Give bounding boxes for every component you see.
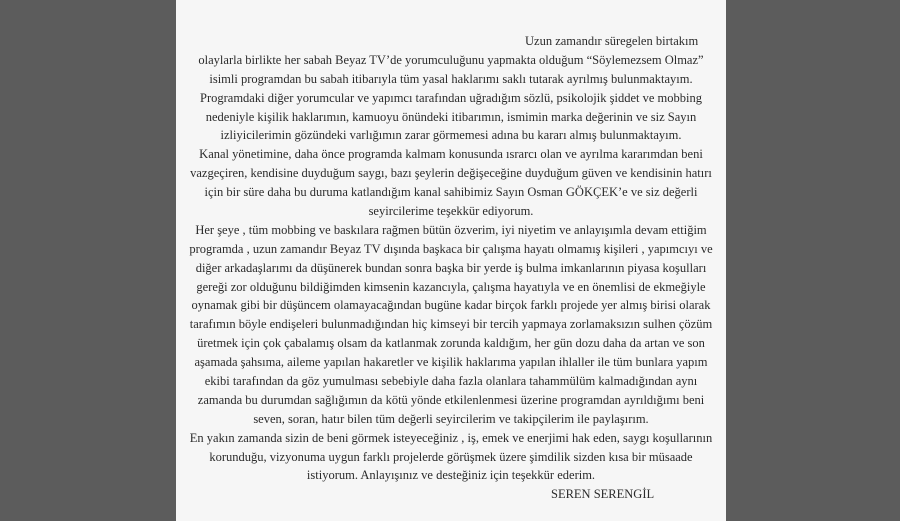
letter-line: vazgeçiren, kendisine duyduğum saygı, bazı şeylerin değişeceğine duyduğum güven ve kendisinin hatırı (190, 166, 712, 181)
letter-line: nedeniyle kişilik haklarımın, kamuoyu önündeki itibarımın, ismimin marka değerinin ve siz Sayın (205, 109, 697, 124)
letter-line: olaylarla birlikte her sabah Beyaz TV’de yorumculuğunu yapmakta olduğum “Söylemezsem Olmaz” (198, 52, 704, 67)
letter-line: ekibi tarafından da göz yumulması sebebiyle daha fazla olanlara tahammülüm kalmadığından aynı (204, 374, 698, 389)
letter-line: için bir süre daha bu duruma katlandığım kanal sahibimiz Sayın Osman GÖKÇEK’e ve siz değerli (204, 185, 698, 200)
letter-line: isimli programdan bu sabah itibarıyla tüm yasal haklarımı saklı tutarak ayrılmış bulunmaktayım. (209, 71, 693, 86)
letter-line: korunduğu, vizyonuma uygun farklı projelerde görüşmek üzere şimdilik sizden kısa bir müsaade (209, 449, 693, 464)
letter-body (176, 32, 726, 504)
right-dark-margin (726, 0, 900, 521)
signature: SEREN SERENGİL (551, 487, 655, 502)
letter-line: gereği zor olduğunu bildiğimden kimsenin kazancıyla, çalışma hayatıyla ve en önemlisi de ekmeğiyle (196, 279, 706, 294)
letter-line: diğer arkadaşlarımı da düşünerek bundan sonra başka bir yerde iş bulma imkanlarının piyasa koşulları (195, 260, 707, 275)
letter-line: Her şeye , tüm mobbing ve baskılara rağmen bütün özverim, iyi niyetim ve anlayışımla devam ettiğim (195, 222, 707, 237)
letter-line: Programdaki diğer yorumcular ve yapımcı tarafından uğradığım sözlü, psikolojik şiddet ve mobbing (200, 90, 702, 105)
letter-line: izliyicilerimin gözündeki varlığımın zarar görmemesi adına bu kararı almış bulunmaktayım. (220, 128, 682, 143)
letter-line: tarafımın böyle endişeleri bulunmadığından hiç kimseyi bir tercih yapmaya zorlamaksızın sulhen çözüm (189, 317, 713, 332)
letter-line: aşamada şahsıma, aileme yapılan hakaretler ve kişilik haklarıma yapılan ihlaller ile tüm bunlara yapım (194, 355, 708, 370)
letter-line: istiyorum. Anlayışınız ve desteğiniz için teşekkür ederim. (306, 468, 596, 483)
letter-line: oynamak gibi bir düşüncem olamayacağından bugüne kadar birçok farklı projede yer almış birisi olarak (191, 298, 711, 313)
letter-line: En yakın zamanda sizin de beni görmek isteyeceğiniz , iş, emek ve enerjimi hak eden, saygı koşullarının (189, 430, 713, 445)
letter-line: üretmek için çok çabalamış olsam da katlanmak zorunda kaldığım, her gün dozu daha da artan ve son (197, 336, 705, 351)
letter-line: Uzun zamandır süregelen birtakım (525, 34, 699, 48)
letter-line: seyircilerime teşekkür ediyorum. (368, 204, 534, 219)
letter-line: programda , uzun zamandır Beyaz TV dışında başkaca bir çalışma hayatı olmamış kişileri , yapımcıyı ve (189, 241, 713, 256)
letter-line: seven, soran, hatır bilen tüm değerli seyircilerim ve takipçilerim ile paylaşırım. (253, 411, 649, 426)
letter-line: Kanal yönetimine, daha önce programda kalmam konusunda ısrarcı olan ve ayrılma kararımdan beni (199, 147, 703, 162)
left-dark-margin (0, 0, 176, 521)
letter-line: zamanda bu durumdan sağlığımın da kötü yönde etkilenlenmesi üzerine programdan ayrıldığımı beni (197, 392, 705, 407)
